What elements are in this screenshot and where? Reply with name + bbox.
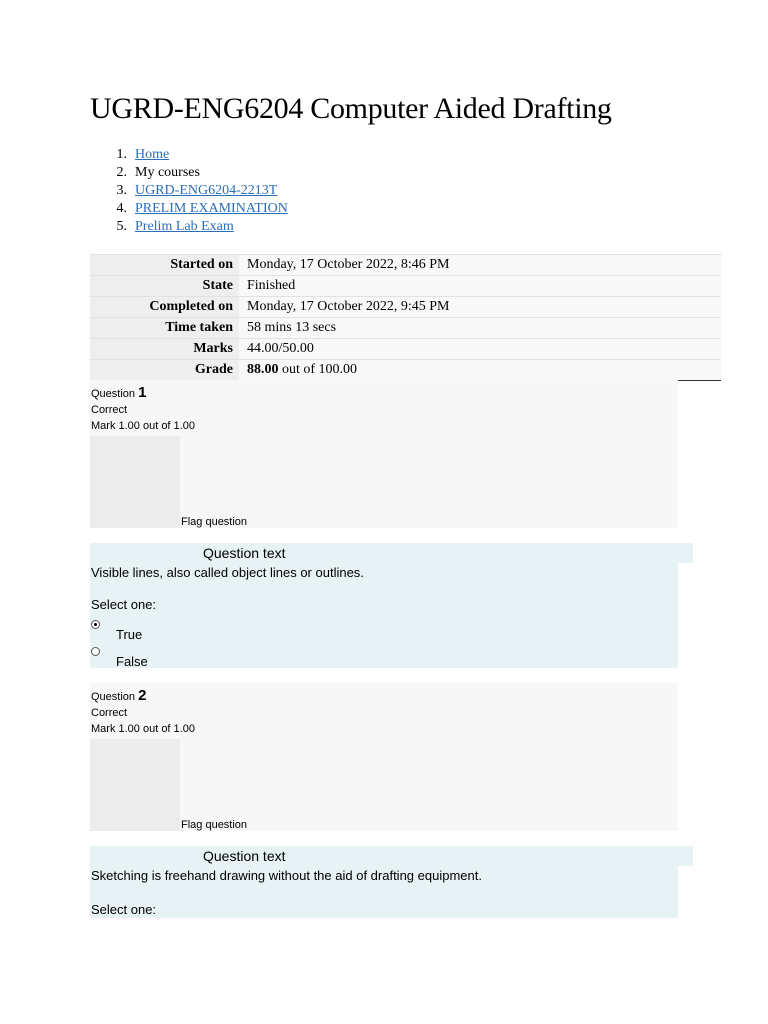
grade-suffix: out of 100.00 <box>278 362 358 377</box>
summary-label: Started on <box>90 255 239 276</box>
question-number <box>91 687 146 704</box>
question-state: Correct <box>91 404 128 416</box>
breadcrumb-number: 5. <box>116 219 127 234</box>
summary-label: Completed on <box>90 297 239 318</box>
summary-label: Time taken <box>90 318 239 339</box>
summary-row-completed <box>90 297 721 318</box>
breadcrumb-item-section <box>90 200 288 218</box>
question-text-body-1 <box>90 563 678 668</box>
radio-button-checked[interactable] <box>91 620 100 629</box>
summary-value: Monday, 17 October 2022, 8:46 PM <box>239 255 721 276</box>
question-text-heading: Question text <box>203 848 286 864</box>
summary-value: 44.00/50.00 <box>239 339 721 360</box>
flag-question-link[interactable]: Flag question <box>181 516 248 528</box>
summary-row-started <box>90 255 721 276</box>
question-number <box>91 384 146 401</box>
breadcrumb-link-section[interactable]: PRELIM EXAMINATION <box>135 201 288 216</box>
breadcrumb-number: 3. <box>116 183 127 198</box>
summary-row-state <box>90 276 721 297</box>
breadcrumb-item-home <box>90 146 288 164</box>
question-state: Correct <box>91 707 128 719</box>
option-label: False <box>116 654 148 669</box>
question-text-header-1 <box>90 543 693 563</box>
summary-value <box>239 360 721 381</box>
attempt-summary-table <box>90 254 721 381</box>
question-prompt: Sketching is freehand drawing without the aid of drafting equipment. <box>91 868 482 883</box>
summary-value: 58 mins 13 secs <box>239 318 721 339</box>
breadcrumb-number: 1. <box>116 147 127 162</box>
summary-value: Monday, 17 October 2022, 9:45 PM <box>239 297 721 318</box>
breadcrumb-item-my-courses <box>90 164 288 182</box>
breadcrumb-link-home[interactable]: Home <box>135 147 170 162</box>
select-one-label: Select one: <box>91 597 157 612</box>
question-mark: Mark 1.00 out of 1.00 <box>91 723 195 735</box>
breadcrumb <box>90 146 288 236</box>
breadcrumb-text-my-courses: My courses <box>135 165 200 180</box>
question-label: Question <box>91 691 139 703</box>
question-label: Question <box>91 388 139 400</box>
flag-question-link[interactable]: Flag question <box>181 819 248 831</box>
grade-value: 88.00 <box>247 362 279 377</box>
summary-row-marks <box>90 339 721 360</box>
question-mark: Mark 1.00 out of 1.00 <box>91 420 195 432</box>
option-false[interactable] <box>91 646 148 669</box>
question-number-value: 1 <box>138 384 147 401</box>
radio-button[interactable] <box>91 647 100 656</box>
summary-label: State <box>90 276 239 297</box>
breadcrumb-link-course[interactable]: UGRD-ENG6204-2213T <box>135 183 278 198</box>
question-info-1 <box>90 380 678 528</box>
question-info-placeholder <box>90 739 180 831</box>
summary-row-grade <box>90 360 721 381</box>
summary-label: Marks <box>90 339 239 360</box>
breadcrumb-number: 2. <box>116 165 127 180</box>
question-prompt: Visible lines, also called object lines or outlines. <box>91 565 364 580</box>
select-one-label: Select one: <box>91 902 157 917</box>
page-title: UGRD-ENG6204 Computer Aided Drafting <box>90 92 612 125</box>
question-info-2 <box>90 683 678 831</box>
summary-value: Finished <box>239 276 721 297</box>
breadcrumb-item-quiz <box>90 218 288 236</box>
question-number-value: 2 <box>138 687 147 704</box>
question-text-body-2 <box>90 866 678 918</box>
option-label: True <box>116 627 143 642</box>
breadcrumb-number: 4. <box>116 201 127 216</box>
question-info-placeholder <box>90 436 180 528</box>
question-text-heading: Question text <box>203 545 286 561</box>
question-text-header-2 <box>90 846 693 866</box>
breadcrumb-link-quiz[interactable]: Prelim Lab Exam <box>135 219 234 234</box>
summary-label: Grade <box>90 360 239 381</box>
summary-row-time <box>90 318 721 339</box>
option-true[interactable] <box>91 619 143 642</box>
breadcrumb-item-course <box>90 182 288 200</box>
